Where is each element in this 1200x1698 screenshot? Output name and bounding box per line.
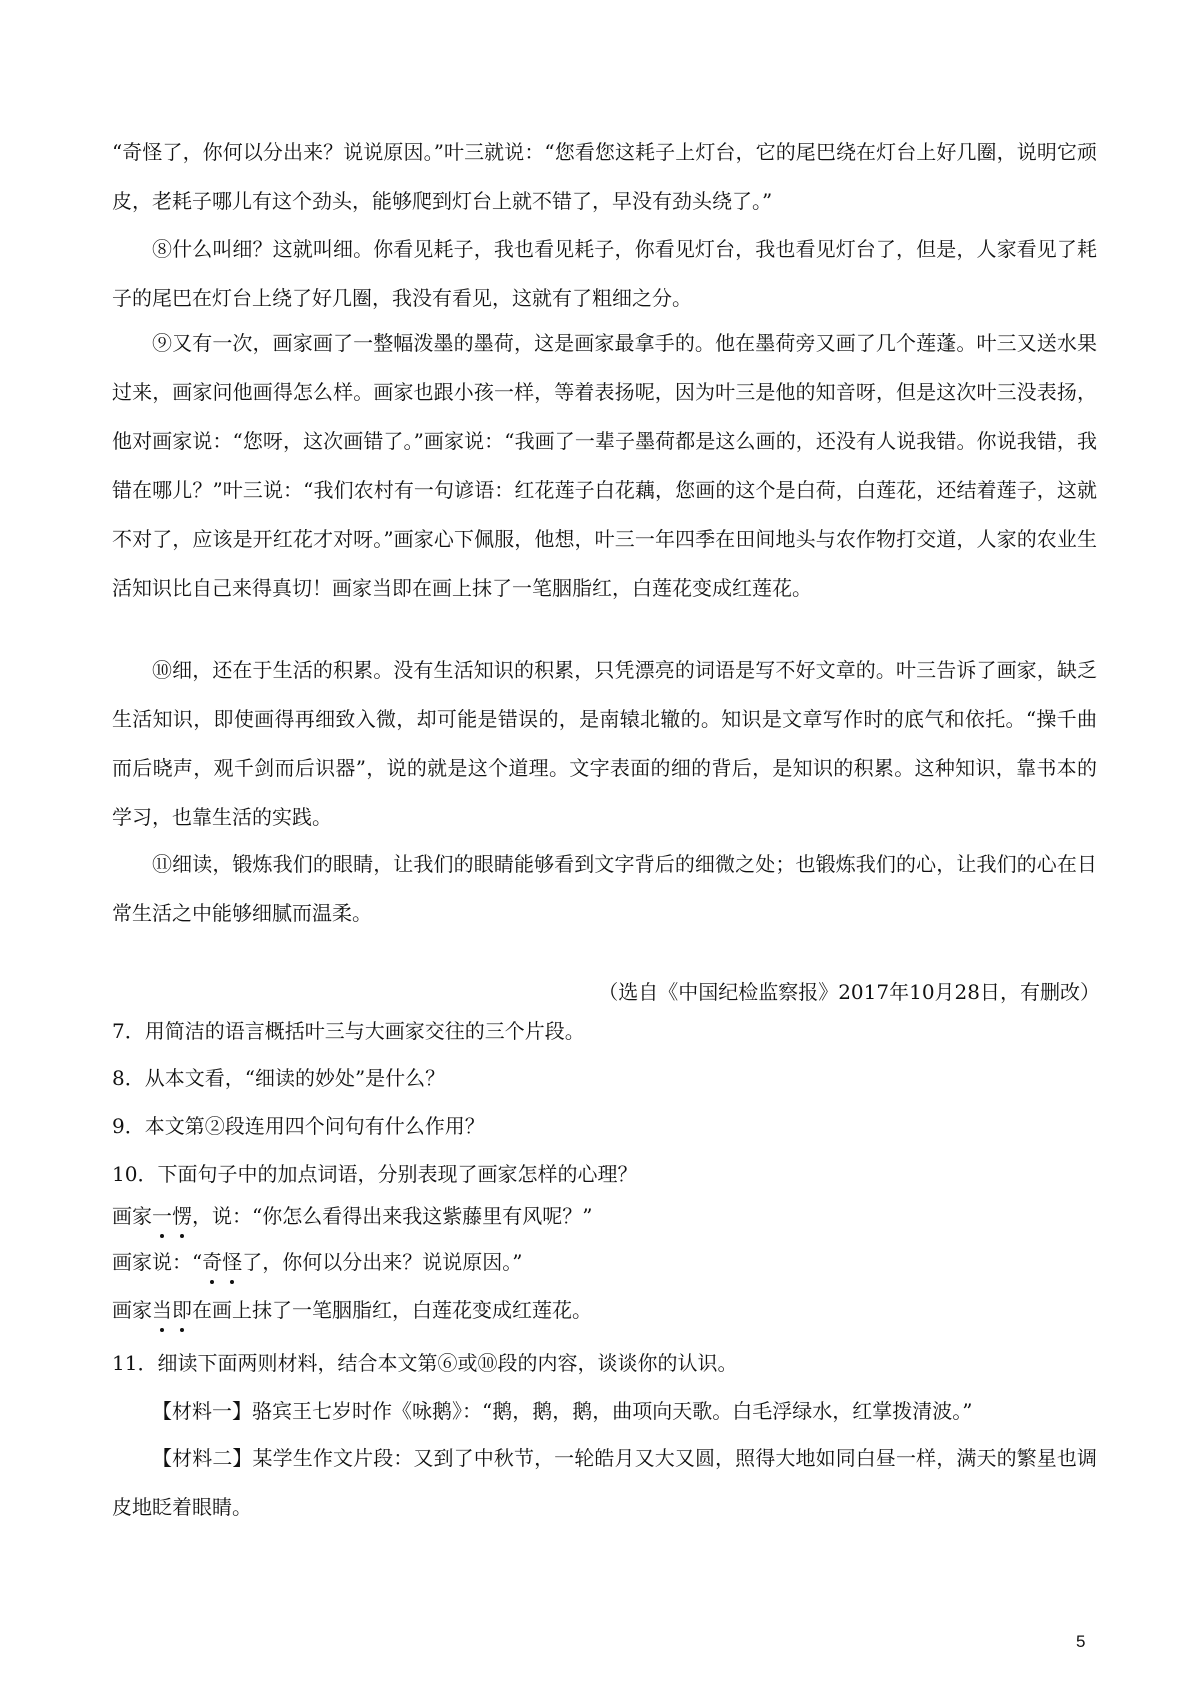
sentence-text: 在画上抹了一笔胭脂红，白莲花变成红莲花。: [192, 1298, 592, 1322]
sentence-text: 画家: [112, 1204, 152, 1228]
dotted-word: 奇怪: [202, 1250, 242, 1274]
question-8: 8．从本文看，“细读的妙处”是什么？: [112, 1066, 446, 1090]
page-number: 5: [1076, 1632, 1086, 1651]
paragraph-10: ⑩细，还在于生活的积累。没有生活知识的积累，只凭漂亮的词语是写不好文章的。叶三告诉了画家，缺乏生活知识，即使画得再细致入微，却可能是错误的，是南辕北辙的。知识是文章写作时的底气和依托。“操千曲而后晓声，观千剑而后识器”，说的就是这个道理。文字表面的细的背后，是知识的积累。这种知识，靠书本的学习，也靠生活的实践。: [112, 658, 1097, 829]
material-2-text: 某学生作文片段：又到了中秋节，一轮皓月又大又圆，照得大地如同白昼一样，满天的繁星也调皮地眨着眼睛。: [112, 1446, 1098, 1519]
paragraph-7-continuation: “奇怪了，你何以分出来？说说原因。”叶三就说：“您看您这耗子上灯台，它的尾巴绕在灯台上好几圈，说明它顽皮，老耗子哪儿有这个劲头，能够爬到灯台上就不错了，早没有劲头绕了。”: [112, 140, 1097, 213]
sentence-text: 了，你何以分出来？说说原因。”: [242, 1250, 523, 1274]
question-10-sentence-2: [112, 1247, 522, 1277]
material-2-label: 【材料二】: [152, 1446, 253, 1470]
dotted-word: 当即: [152, 1298, 192, 1322]
question-11: 11．细读下面两则材料，结合本文第⑥或⑩段的内容，谈谈你的认识。: [112, 1351, 738, 1375]
question-10: 10．下面句子中的加点词语，分别表现了画家怎样的心理？: [112, 1162, 638, 1186]
sentence-text: 画家: [112, 1298, 152, 1322]
material-1: [152, 1396, 972, 1426]
paragraph-11: ⑪细读，锻炼我们的眼睛，让我们的眼睛能够看到文字背后的细微之处；也锻炼我们的心，让我们的心在日常生活之中能够细腻而温柔。: [112, 852, 1097, 925]
material-2: [112, 1434, 1097, 1532]
question-7: 7．用简洁的语言概括叶三与大画家交往的三个片段。: [112, 1019, 585, 1043]
sentence-text: ，说：“你怎么看得出来我这紫藤里有风呢？”: [192, 1204, 593, 1228]
question-10-sentence-1: [112, 1201, 592, 1231]
paragraph-8: ⑧什么叫细？这就叫细。你看见耗子，我也看见耗子，你看见灯台，我也看见灯台了，但是，人家看见了耗子的尾巴在灯台上绕了好几圈，我没有看见，这就有了粗细之分。: [112, 237, 1097, 310]
paragraph-9: ⑨又有一次，画家画了一整幅泼墨的墨荷，这是画家最拿手的。他在墨荷旁又画了几个莲蓬。叶三又送水果过来，画家问他画得怎么样。画家也跟小孩一样，等着表扬呢，因为叶三是他的知音呀，但是这次叶三没表扬，他对画家说：“您呀，这次画错了。”画家说：“我画了一辈子墨荷都是这么画的，还没有人说我错。你说我错，我错在哪儿？”叶三说：“我们农村有一句谚语：红花莲子白花藕，您画的这个是白荷，白莲花，还结着莲子，这就不对了，应该是开红花才对呀。”画家心下佩服，他想，叶三一年四季在田间地头与农作物打交道，人家的农业生活知识比自己来得真切！画家当即在画上抹了一笔胭脂红，白莲花变成红莲花。: [112, 331, 1097, 600]
source-citation: （选自《中国纪检监察报》2017年10月28日，有删改）: [598, 980, 1100, 1004]
dotted-word: 一愣: [152, 1204, 192, 1228]
material-1-text: 骆宾王七岁时作《咏鹅》：“鹅，鹅，鹅，曲项向天歌。白毛浮绿水，红掌拨清波。”: [252, 1399, 973, 1423]
sentence-text: 画家说：“: [112, 1250, 203, 1274]
question-10-sentence-3: [112, 1295, 592, 1325]
material-1-label: 【材料一】: [152, 1399, 252, 1423]
question-9: 9．本文第②段连用四个问句有什么作用？: [112, 1114, 485, 1138]
